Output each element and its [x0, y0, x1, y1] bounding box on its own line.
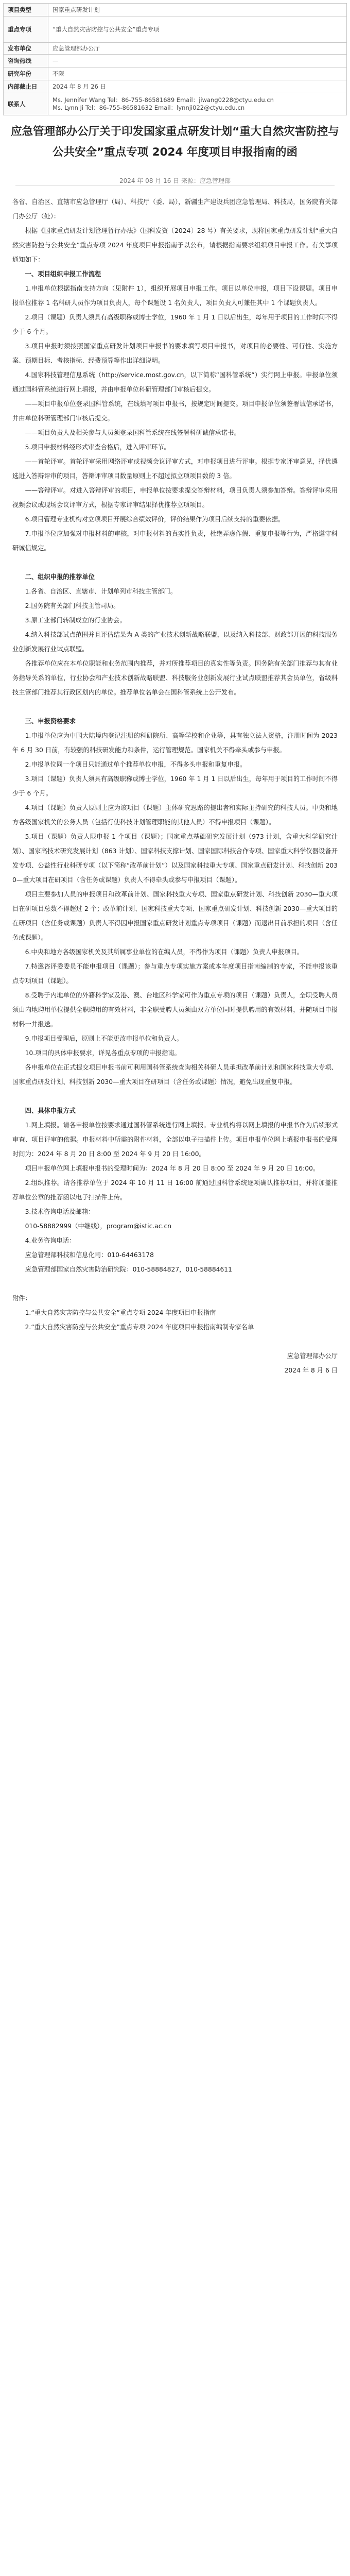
signature-date: 2024 年 8 月 6 日	[284, 1367, 338, 1374]
paragraph: 9.申报项目受理后，原则上不能更改申报单位和负责人。	[25, 1035, 183, 1042]
paragraph: 3.项目（课题）负责人须具有高级职称或博士学位，1960 年 1 月 1 日以后出生，每年用于项目的工作时间不得少于 6 个月。	[12, 775, 338, 797]
publish-date: 2024 年 08 月 16 日 来源：应急管理部	[119, 177, 231, 184]
paragraph: 1.申报单位根据指南支持方向（见附件 1），组织开展项目申报工作。项目以单位申报，项目下设课题。项目申报单位推荐 1 名科研人员作为项目负责人，每个课题设 1 名负责人，项目负责人可兼任其中 1 个课题负责人。	[12, 285, 338, 307]
paragraph: 1.网上填报。请各申报单位按要求通过国科管系统进行网上填报。专业机构将以网上填报的申报书作为后续形式审查、项目评审的依据。申报材料中所需的附件材料，全部以电子扫描件上传。项目申报单位网上填报申报书的受理时间为：2024 年 8 月 20 日 8:00 至 2024 年 9 月 20 日 16:00。	[12, 1122, 338, 1158]
paragraph: 各推荐单位应在本单位职能和业务范围内推荐，并对所推荐项目的真实性等负责。国务院有关部门推荐与其有业务指导关系的单位，行业协会和产业技术创新战略联盟、科技服务业创新发展行业试点联盟推荐其会员单位，省级科技主管部门推荐其行政区划内的单位。推荐单位名单会在国科管系统上公开发布。	[12, 660, 338, 696]
attachment-link-1[interactable]: 1.“重大自然灾害防控与公共安全”重点专项 2024 年度项目申报指南	[25, 1309, 216, 1316]
paragraph: 10.项目的具体申报要求，详见各重点专项的申报指南。	[25, 1049, 181, 1057]
attachments-label: 附件：	[12, 1295, 31, 1302]
project-type-key: 项目类型	[4, 4, 48, 16]
paragraph: 2.申报单位同一个项目只能通过单个推荐单位申报，不得多头申报和重复申报。	[25, 761, 247, 768]
research-year-key: 研究年份	[4, 67, 48, 80]
paragraph: 2.组织推荐。请各推荐单位于 2024 年 10 月 11 日 16:00 前通过国科管系统逐项确认推荐项目，并将加盖推荐单位公章的推荐函以电子扫描件上传。	[12, 1179, 338, 1201]
paragraph: 7.申报单位应加强对申报材料的审核，对申报材料的真实性负责，杜绝弄虚作假、重复申报等行为，严格遵守科研诚信规定。	[12, 530, 338, 552]
paragraph: 1.申报单位应为中国大陆境内登记注册的科研院所、高等学校和企业等，具有独立法人资格，注册时间为 2023 年 6 月 30 日前，有较强的科技研发能力和条件，运行管理规范。国家机关不得牵头或参与申报。	[12, 732, 338, 754]
paragraph: ——首轮评审。首轮评审采用网络评审或视频会议评审方式，对申报项目进行评审。根据专家评审意见，择优遴选进入答辩评审的项目，答辩评审项目数量原则上不超过拟立项项目数的 3 倍。	[12, 458, 338, 480]
paragraph: 项目主要参加人员的申报项目和改革前计划、国家科技重大专项、国家重点研发计划、科技创新 2030—重大项目在研项目总数不得超过 2 个；改革前计划、国家科技重大专项、国家重点研发计划、科技创新 2030—重大项目的在研项目（含任务或课题）负责人不得因申报国家重点研发计划重点专项项目（课题）而退出目前承担的项目（含任务或课题）。	[12, 891, 338, 941]
paragraph: 根据《国家重点研发计划管理暂行办法》（国科发资〔2024〕28 号）有关要求，现将国家重点研发计划“重大自然灾害防控与公共安全”重点专项 2024 年度项目申报指南予以公布，请根据指南要求组织项目申报工作。有关事项通知如下：	[12, 227, 338, 263]
paragraph: 8.受聘于内地单位的外籍科学家及港、澳、台地区科学家可作为重点专项的项目（课题）负责人，全职受聘人员须由内地聘用单位提供全职聘用的有效材料，非全职受聘人员须由双方单位同时提供聘用的有效材料，并随项目申报材料一并报送。	[12, 992, 338, 1028]
paragraph: ——答辩评审。对进入答辩评审的项目，申报单位按要求提交答辩材料，项目负责人须参加答辩。答辩评审采用视频会议或现场会议评审方式，根据专家评审结果择优推荐立项项目。	[12, 487, 338, 509]
page-title: 应急管理部办公厅关于印发国家重点研发计划“重大自然灾害防控与公共安全”重点专项 2024 年度项目申报指南的函	[11, 125, 339, 159]
notice-body	[12, 195, 338, 1378]
contact-key: 联系人	[4, 93, 48, 115]
special-project-key: 重点专项	[4, 16, 48, 43]
paragraph: ——项目申报单位登录国科管系统，在线填写项目申报书，按规定时间提交。项目申报单位须签署诚信承诺书，并由单位科研管理部门审核后提交。	[12, 400, 338, 422]
research-year-value: 不限	[48, 67, 347, 80]
paragraph: 3.原工业部门转制成立的行业协会。	[25, 617, 126, 624]
issuer-key: 发布单位	[4, 43, 48, 55]
salutation: 各省、自治区、直辖市应急管理厅（局）、科技厅（委、局），新疆生产建设兵团应急管理局、科技局，国务院有关部门办公厅（处）：	[12, 198, 338, 220]
paragraph: 7.特邀咨评委委员不能申报项目（课题）；参与重点专项实施方案或本年度项目指南编制的专家，不能申报该重点专项项目（课题）。	[12, 963, 338, 985]
contact-value	[48, 93, 347, 115]
contact-line-1[interactable]: Ms. Jennifer Wang Tel：86-755-86581689 Email：jiwang0228@ctyu.edu.cn	[52, 96, 274, 104]
paragraph: 1.各省、自治区、直辖市、计划单列市科技主管部门。	[25, 588, 177, 595]
phone-line[interactable]: 应急管理部国家自然灾害防治研究院：010-58884827，010-58884611	[25, 1266, 232, 1273]
title-divider	[15, 185, 335, 186]
section-heading: 二、组织申报的推荐单位	[25, 573, 95, 581]
attachment-link-2[interactable]: 2.“重大自然灾害防控与公共安全”重点专项 2024 年度项目申报指南编制专家名单	[25, 1324, 254, 1331]
paragraph: 4.国家科技管理信息系统（http://service.most.gov.cn，以下简称“国科管系统”）实行网上申报。申报单位须通过国科管系统进行网上填报，并由申报单位科研管理部门审核后提交。	[12, 371, 338, 393]
hotline-value: —	[48, 55, 347, 67]
special-project-value: “重大自然灾害防控与公共安全”重点专项	[48, 16, 347, 43]
paragraph: 6.项目管理专业机构对立项项目开展综合绩效评价，评价结果作为项目后续支持的重要依据。	[25, 516, 285, 523]
paragraph: 4.纳入科技部试点范围并且评估结果为 A 类的产业技术创新战略联盟，以及纳入科技部、财政部开展的科技服务业创新发展行业试点联盟。	[12, 631, 338, 653]
signature-org: 应急管理部办公厅	[287, 1352, 338, 1360]
paragraph: 2.国务院有关部门科技主管司局。	[25, 602, 120, 609]
paragraph: 4.业务咨询电话：	[25, 1237, 76, 1244]
paragraph: 项目申报单位网上填报申报书的受理时间为：2024 年 8 月 20 日 8:00 至 2024 年 9 月 20 日 16:00。	[25, 1165, 320, 1172]
paragraph: 6.中央和地方各级国家机关及其所属事业单位的在编人员，不得作为项目（课题）负责人申报项目。	[25, 948, 304, 956]
paragraph: 3.技术咨询电话及邮箱：	[25, 1208, 95, 1215]
paragraph: 5.项目（课题）负责人限申报 1 个项目（课题）；国家重点基础研究发展计划（973 计划，含重大科学研究计划）、国家高技术研究发展计划（863 计划）、国家科技支撑计划、国家国际科技合作专项、国家重大科学仪器设备开发专项、公益性行业科研专项（以下简称“改革前计划”）以及国家科技重大专项、国家重点研发计划、科技创新 2030—重大项目在研项目（含任务或课题）负责人不得牵头或参与申报项目（课题）。	[12, 833, 338, 884]
section-heading: 三、申报资格要求	[25, 718, 76, 725]
paragraph: 2.项目（课题）负责人须具有高级职称或博士学位，1960 年 1 月 1 日以后出生，每年用于项目的工作时间不得少于 6 个月。	[12, 314, 338, 335]
internal-deadline-value: 2024 年 8 月 26 日	[48, 80, 347, 93]
contact-line-2[interactable]: Ms. Lynn Ji Tel：86-755-86581632 Email：lynnji022@ctyu.edu.cn	[52, 104, 245, 111]
hotline-key: 咨询热线	[4, 55, 48, 67]
project-info-table	[3, 3, 347, 115]
project-type-value: 国家重点研发计划	[48, 4, 347, 16]
paragraph: 4.项目（课题）负责人原则上应为该项目（课题）主体研究思路的提出者和实际主持研究的科技人员。中央和地方各级国家机关的公务人员（包括行使科技计划管理职能的其他人员）不得申报项目（课题）。	[12, 804, 338, 826]
issuer-value: 应急管理部办公厅	[48, 43, 347, 55]
paragraph: 5.项目申报材料经形式审查合格后，进入评审环节。	[25, 444, 170, 451]
paragraph: 各申报单位在正式提交项目申报书前可利用国科管系统查询相关科研人员承担改革前计划和国家科技重大专项、国家重点研发计划、科技创新 2030—重大项目在研项目（含任务或课题）情况，避免出现重复申报。	[12, 1064, 338, 1086]
phone-line[interactable]: 应急管理部科技和信息化司：010-64463178	[25, 1251, 154, 1259]
paragraph: 3.项目申报时须按照国家重点研发计划项目申报书的要求填写项目申报书，对项目的必要性、可行性、实施方案、预期目标、考核指标、经费预算等作出详细说明。	[12, 343, 338, 364]
section-heading: 一、项目组织申报工作流程	[25, 270, 101, 278]
phone-line[interactable]: 010-58882999（中继线），program@istic.ac.cn	[25, 1223, 171, 1230]
internal-deadline-key: 内部截止日	[4, 80, 48, 93]
section-heading: 四、具体申报方式	[25, 1107, 76, 1114]
paragraph: ——项目负责人及相关参与人员须登录国科管系统在线签署科研诚信承诺书。	[25, 429, 240, 436]
